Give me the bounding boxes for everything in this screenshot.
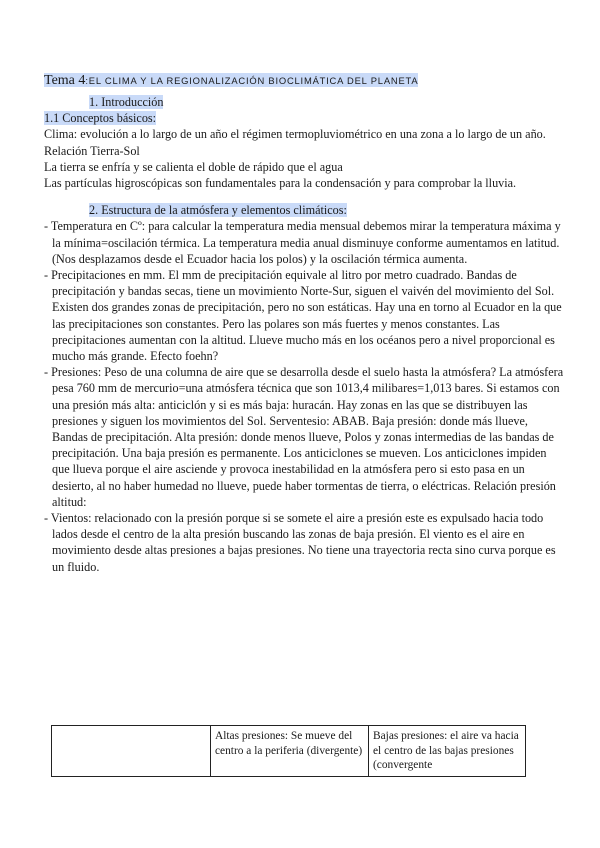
paragraph-clima: Clima: evolución a lo largo de un año el régimen termopluviométrico en una zona a lo largo de un año. [44,127,546,142]
table-cell-empty [52,726,211,777]
page-title [44,72,564,92]
section-1-heading: 1. Introducción [89,95,164,109]
title-subtitle: :EL CLIMA Y LA REGIONALIZACIÓN BIOCLIMÁTICA DEL PLANETA [85,75,419,86]
pressure-table [51,725,526,777]
bullet-precipitaciones: - Precipitaciones en mm. El mm de precipitación equivale al litro por metro cuadrado. Bandas de precipitación y bandas secas, tiene un movimiento Norte-Sur, siguen el vaivén del movimiento del Sol. Existen dos grandes zonas de precipitación, pero no son estáticas. Hay una en torno al Ecuador en la que las precipitaciones son constantes. Pero las polares son más fuertes y menos constantes. Las precipitaciones aumentan con la altitud. Llueve mucho más en los océanos pero a nivel proporcional es mucho más grande. Efecto foehn? [44,268,562,364]
table-cell-bajas: Bajas presiones: el aire va hacia el centro de las bajas presiones (convergente [369,726,526,777]
paragraph-particulas: Las partículas higroscópicas son fundamentales para la condensación y para comprobar la lluvia. [44,176,517,191]
paragraph-tierra: La tierra se enfría y se calienta el doble de rápido que el agua [44,159,343,174]
bullet-presiones: - Presiones: Peso de una columna de aire que se desarrolla desde el suelo hasta la atmósfera? La atmósfera pesa 760 mm de mercurio=una atmósfera técnica que son 1013,4 milibares=1,013 bares. Si estamos con una presión más alta: anticiclón y si es más baja: huracán. Hay zonas en las que se distribuyen las presiones y siguen los movimientos del Sol. Serventesio: ABAB. Baja presión: donde más llueve, Bandas de precipitación. Alta presión: donde menos llueve, Polos y zonas intermedias de las bandas de precipitación. Una baja presión es permanente. Los anticiclones se mueven. Los anticiclones impiden que llueva porque el aire asciende y provoca inestabilidad en la atmósfera pero si esto pasa en un desierto, al no haber humedad no llueve, puede haber tormentas de tierra, o eléctricas. Relación presión altitud: [44,365,564,509]
bullet-vientos: - Vientos: relacionado con la presión porque si se somete el aire a presión este es expulsado hacia todo lados desde el centro de la alta presión buscando las zonas de baja presión. El viento es el aire en movimiento desde altas presiones a bajas presiones. No tiene una trayectoria recta sino curva porque es un fluido. [44,511,556,574]
paragraph-relacion: Relación Tierra-Sol [44,143,140,158]
table-cell-altas: Altas presiones: Se mueve del centro a la periferia (divergente) [211,726,369,777]
table-row [52,726,526,777]
title-tema: Tema 4 [44,73,86,88]
document-page [44,72,564,575]
section-1-subheading: 1.1 Conceptos básicos: [44,111,157,126]
bullet-temperatura: - Temperatura en Cº: para calcular la temperatura media mensual debemos mirar la temperatura máxima y la mínima=oscilación térmica. La temperatura media anual disminuye conforme aumentamos en latitud. (Nos desplazamos desde el Ecuador hacia los polos) y la oscilación térmica aumenta. [44,219,561,266]
section-2-heading: 2. Estructura de la atmósfera y elementos climáticos: [89,203,347,218]
